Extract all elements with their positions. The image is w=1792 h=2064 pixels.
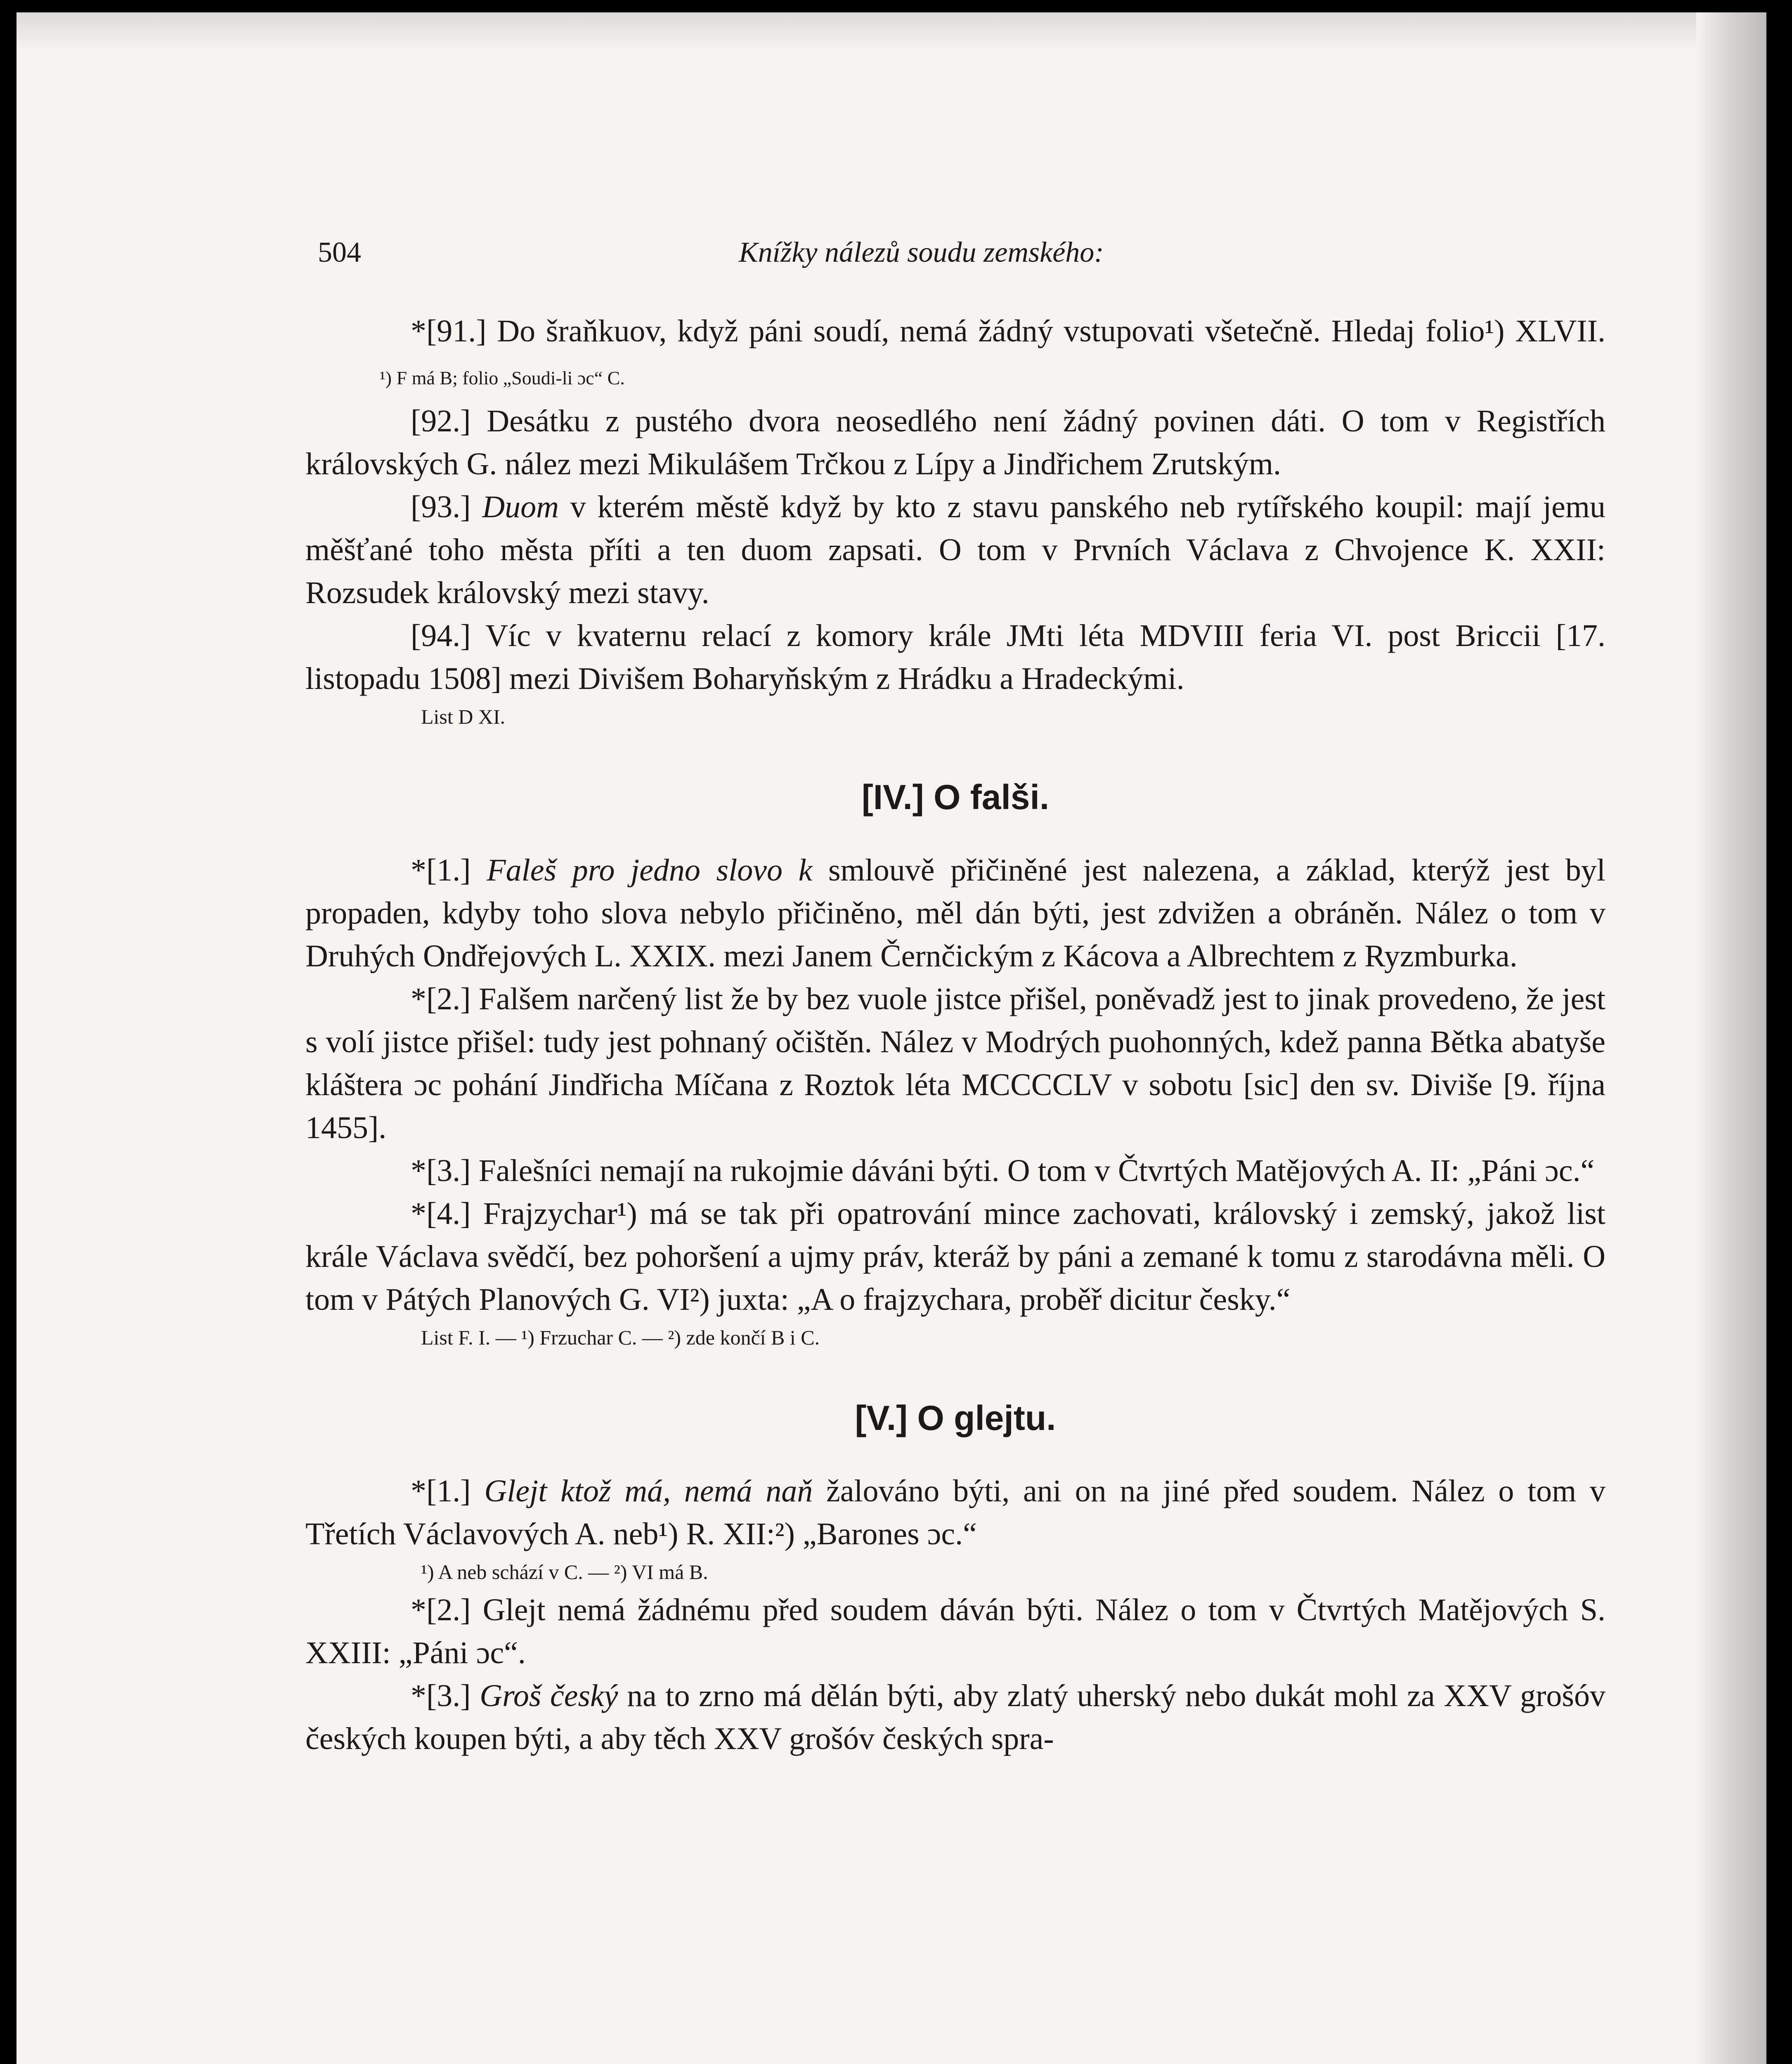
- paragraph-lead-italic: Faleš pro jedno slovo k: [487, 853, 813, 888]
- paragraph-text: Falešníci nemají na rukojmie dáváni býti. O tom v Čtvrtých Matějových A. II: „Páni ɔc.“: [478, 1153, 1595, 1188]
- paragraph-lead-italic: Duom: [482, 490, 559, 524]
- paragraph-number: *[1.]: [411, 1474, 471, 1508]
- paragraph-text: Falšem narčený list že by bez vuole jistce přišel, poněvadž jest to jinak provedeno, že jest s volí jistce přišel: tudy jest pohnaný očištěn. Nález v Modrých puohonných, kdež panna Bětka abatyše kláštera ɔc pohání Jindřicha Míčana z Roztok léta MCCCCLV v sobotu [sic] den sv. Diviše [9. října 1455].: [305, 982, 1606, 1145]
- footnote-block: List F. I. — ¹) Frzuchar C. — ²) zde končí B i C.: [421, 1326, 820, 1349]
- paragraph-text: Do šraňkuov, když páni soudí, nemá žádný vstupovati všetečně. Hledaj folio¹) XLVII.: [497, 314, 1605, 348]
- running-head: [305, 231, 1605, 281]
- footnote-block: ¹) A neb schází v C. — ²) VI má B.: [421, 1560, 708, 1584]
- section-heading-falsi: [IV.] O falši.: [861, 778, 1050, 817]
- page-top-shadow: [17, 12, 1766, 50]
- paragraph-number: *[4.]: [411, 1196, 471, 1231]
- paragraph-94: [305, 614, 1605, 700]
- paragraph-v-1: [305, 1470, 1605, 1555]
- paragraph-text: žalováno býti, ani on na jiné před soudem. Nález o tom v Třetích Václavových A. neb¹) R. XII:²) „Barones ɔc.“: [305, 1474, 1606, 1551]
- paragraph-91: [305, 310, 1605, 400]
- paragraph-iv-3: [305, 1149, 1605, 1192]
- paragraph-v-2: [305, 1588, 1605, 1674]
- running-title: Knížky nálezů soudu zemského:: [739, 237, 1104, 268]
- paragraph-iv-2: [305, 978, 1605, 1149]
- paragraph-number: [94.]: [411, 618, 471, 653]
- paragraph-iv-1: [305, 849, 1605, 978]
- paragraph-number: *[3.]: [411, 1678, 471, 1713]
- paragraph-number: [93.]: [411, 490, 471, 524]
- paragraph-text: Frajzychar¹) má se tak při opatrování mince zachovati, královský i zemský, jakož list krále Václava svědčí, bez pohoršení a ujmy práv, kteráž by páni a zemané k tomu z starodávna měli. O tom v Pátých Planových G. VI²) juxta: „A o frajzychara, proběř dicitur česky.“: [305, 1196, 1605, 1317]
- paragraph-text: na to zrno má dělán býti, aby zlatý uherský nebo dukát mohl za XXV grošóv českých koupen býti, a aby těch XXV grošóv českých spra-: [305, 1678, 1606, 1756]
- paragraph-text: Víc v kvaternu relací z komory krále JMti léta MDVIII feria VI. post Briccii [17. listopadu 1508] mezi Divišem Boharyňským z Hrádku a Hradeckými.: [305, 618, 1605, 696]
- page-number: 504: [318, 237, 361, 268]
- paragraph-number: *[3.]: [411, 1153, 471, 1188]
- page: [17, 12, 1766, 2064]
- paragraph-93: [305, 485, 1605, 614]
- paragraph-92: [305, 400, 1605, 485]
- inline-footnote: ¹) F má B; folio „Soudi-li ɔc“ C.: [380, 367, 625, 388]
- paragraph-lead-italic: Groš český: [480, 1678, 618, 1713]
- paragraph-text: Glejt nemá žádnému před soudem dáván býti. Nález o tom v Čtvrtých Matějových S. XXIII: „Páni ɔc“.: [305, 1593, 1606, 1670]
- section-heading-glejtu: [V.] O glejtu.: [855, 1399, 1056, 1437]
- paragraph-number: [92.]: [411, 404, 471, 438]
- page-content: [305, 231, 1605, 1760]
- paragraph-v-3: [305, 1674, 1605, 1760]
- paragraph-text: v kterém městě když by kto z stavu panského neb rytířského koupil: mají jemu měšťané toho města příti a ten duom zapsati. O tom v Prvních Václava z Chvojence K. XXII: Rozsudek královský mezi stavy.: [305, 490, 1605, 610]
- page-right-shadow: [1696, 12, 1766, 2064]
- paragraph-number: *[1.]: [411, 853, 471, 888]
- paragraph-lead-italic: Glejt ktož má, nemá naň: [484, 1474, 813, 1508]
- paragraph-text: smlouvě přičiněné jest nalezena, a základ, kterýž jest byl propaden, kdyby toho slova nebylo přičiněno, měl dán býti, jest zdvižen a obráněn. Nález o tom v Druhých Ondřejových L. XXIX. mezi Janem Černčickým z Kácova a Albrechtem z Ryzmburka.: [305, 853, 1606, 973]
- paragraph-text: Desátku z pustého dvora neosedlého není žádný povinen dáti. O tom v Registřích královských G. nález mezi Mikulášem Trčkou z Lípy a Jindřichem Zrutským.: [305, 404, 1605, 481]
- paragraph-number: *[91.]: [411, 314, 487, 348]
- paragraph-number: *[2.]: [411, 1593, 471, 1627]
- paragraph-iv-4: [305, 1192, 1605, 1321]
- paragraph-number: *[2.]: [411, 982, 471, 1016]
- source-note: List D XI.: [421, 705, 506, 728]
